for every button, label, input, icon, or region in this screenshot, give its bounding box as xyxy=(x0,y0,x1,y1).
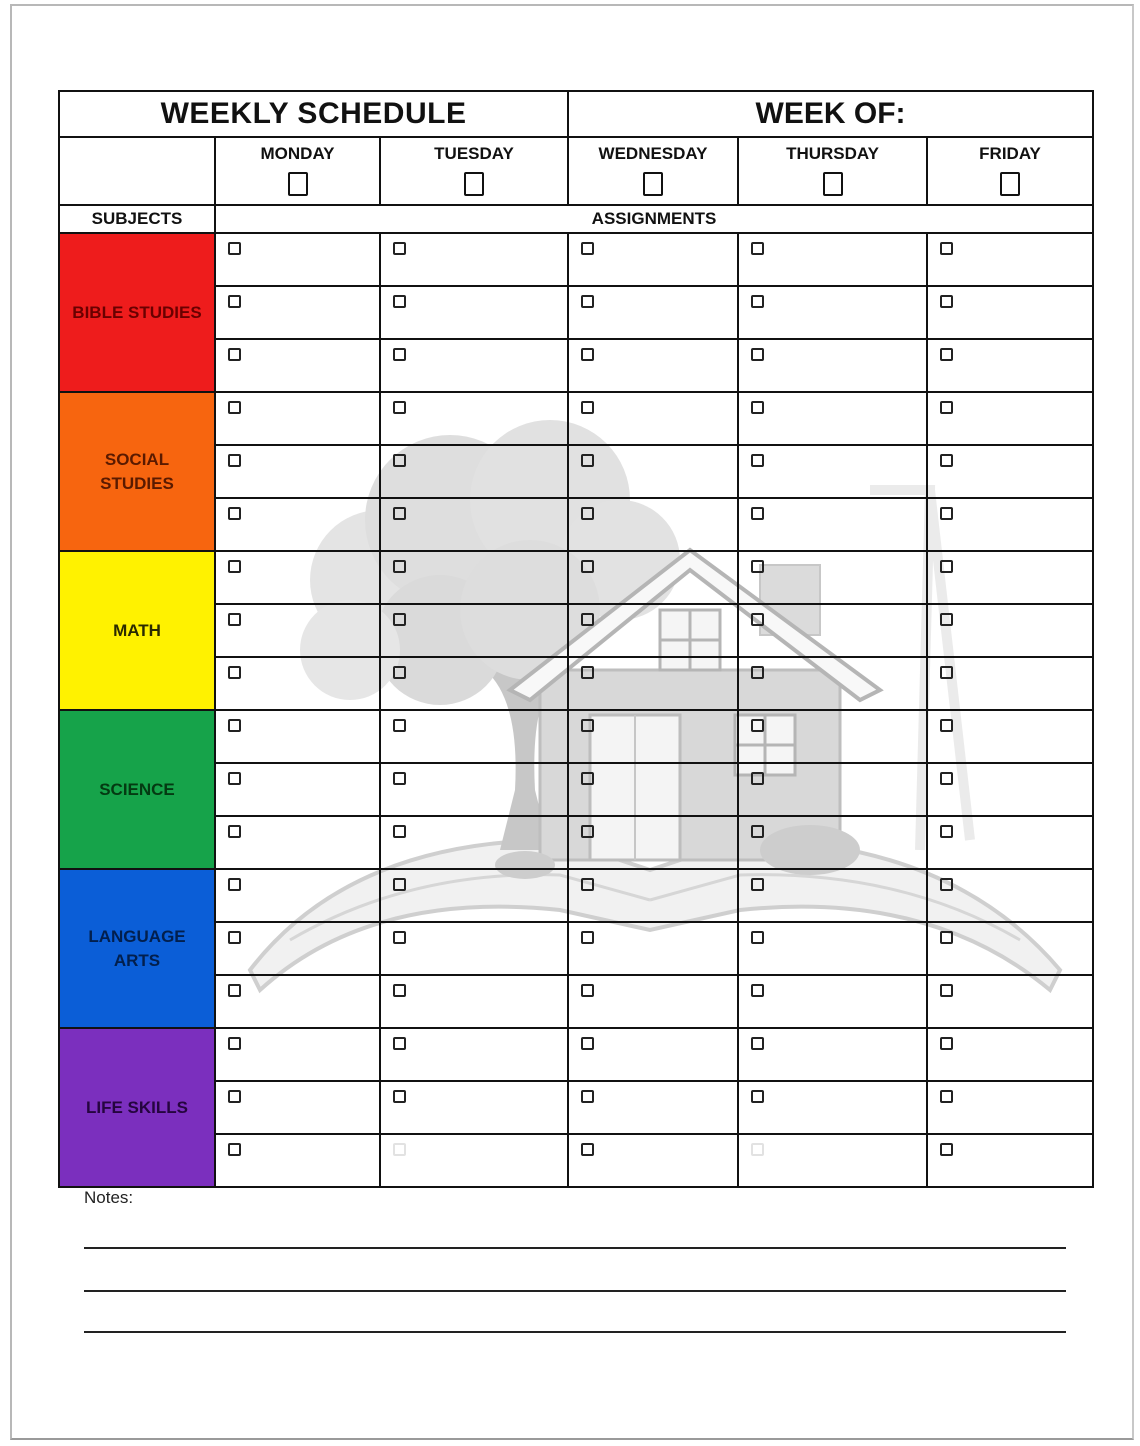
assignment-checkbox[interactable] xyxy=(393,931,406,944)
assignment-checkbox[interactable] xyxy=(228,772,241,785)
assignment-checkbox[interactable] xyxy=(581,454,594,467)
assignment-cell[interactable] xyxy=(738,1028,927,1081)
assignment-checkbox[interactable] xyxy=(581,507,594,520)
assignment-cell[interactable] xyxy=(380,975,568,1028)
assignment-cell[interactable] xyxy=(380,657,568,710)
assignment-checkbox[interactable] xyxy=(751,666,764,679)
assignment-checkbox[interactable] xyxy=(751,348,764,361)
subject-label: SOCIAL STUDIES xyxy=(59,392,215,551)
assignment-checkbox[interactable] xyxy=(581,931,594,944)
assignment-cell[interactable] xyxy=(568,763,738,816)
day-header-friday xyxy=(927,137,1093,205)
assignment-cell[interactable] xyxy=(215,604,380,657)
assignment-checkbox[interactable] xyxy=(940,454,953,467)
day-name: TUESDAY xyxy=(434,144,514,163)
note-line[interactable] xyxy=(84,1290,1066,1292)
table-row xyxy=(59,445,1093,498)
assignment-checkbox[interactable] xyxy=(581,295,594,308)
assignment-cell[interactable] xyxy=(927,445,1093,498)
day-complete-checkbox[interactable] xyxy=(1000,172,1020,196)
subjects-label: SUBJECTS xyxy=(59,205,215,233)
assignment-checkbox[interactable] xyxy=(940,295,953,308)
assignment-cell[interactable] xyxy=(738,339,927,392)
assignment-cell[interactable] xyxy=(927,869,1093,922)
assignment-cell[interactable] xyxy=(738,816,927,869)
assignment-cell[interactable] xyxy=(215,710,380,763)
assignment-cell[interactable] xyxy=(568,975,738,1028)
assignment-cell[interactable] xyxy=(215,816,380,869)
assignment-cell[interactable] xyxy=(380,816,568,869)
assignment-cell[interactable] xyxy=(927,233,1093,286)
assignment-checkbox[interactable] xyxy=(940,1143,953,1156)
assignment-checkbox[interactable] xyxy=(581,878,594,891)
assignment-checkbox[interactable] xyxy=(581,613,594,626)
assignment-cell[interactable] xyxy=(738,1134,927,1187)
assignment-cell[interactable] xyxy=(568,551,738,604)
table-row xyxy=(59,922,1093,975)
assignment-checkbox[interactable] xyxy=(751,931,764,944)
table-row xyxy=(59,1081,1093,1134)
assignment-cell[interactable] xyxy=(927,1134,1093,1187)
assignment-checkbox[interactable] xyxy=(228,878,241,891)
assignment-checkbox[interactable] xyxy=(228,666,241,679)
assignment-cell[interactable] xyxy=(215,498,380,551)
subject-label: LIFE SKILLS xyxy=(59,1028,215,1187)
assignment-checkbox[interactable] xyxy=(581,1090,594,1103)
assignment-cell[interactable] xyxy=(380,392,568,445)
assignment-cell[interactable] xyxy=(568,1081,738,1134)
assignment-cell[interactable] xyxy=(568,869,738,922)
assignment-checkbox[interactable] xyxy=(228,613,241,626)
table-row xyxy=(59,498,1093,551)
assignment-cell[interactable] xyxy=(380,286,568,339)
assignment-checkbox[interactable] xyxy=(228,719,241,732)
subject-label: BIBLE STUDIES xyxy=(59,233,215,392)
assignment-checkbox[interactable] xyxy=(940,1037,953,1050)
assignment-cell[interactable] xyxy=(568,339,738,392)
table-row xyxy=(59,551,1093,604)
assignment-checkbox[interactable] xyxy=(581,825,594,838)
assignment-cell[interactable] xyxy=(215,551,380,604)
assignment-cell[interactable] xyxy=(215,657,380,710)
assignment-checkbox[interactable] xyxy=(393,242,406,255)
assignment-cell[interactable] xyxy=(927,1081,1093,1134)
assignment-cell[interactable] xyxy=(380,551,568,604)
day-name: FRIDAY xyxy=(979,144,1041,163)
assignment-checkbox[interactable] xyxy=(393,348,406,361)
assignment-checkbox[interactable] xyxy=(751,507,764,520)
assignment-cell[interactable] xyxy=(568,604,738,657)
assignment-cell[interactable] xyxy=(738,763,927,816)
table-row xyxy=(59,286,1093,339)
assignment-cell[interactable] xyxy=(738,922,927,975)
day-name: THURSDAY xyxy=(786,144,879,163)
assignment-checkbox[interactable] xyxy=(940,1090,953,1103)
assignment-checkbox[interactable] xyxy=(228,931,241,944)
assignment-cell[interactable] xyxy=(380,1028,568,1081)
assignment-cell[interactable] xyxy=(568,233,738,286)
assignment-cell[interactable] xyxy=(568,498,738,551)
assignment-checkbox[interactable] xyxy=(228,242,241,255)
assignment-checkbox[interactable] xyxy=(581,242,594,255)
assignment-checkbox[interactable] xyxy=(393,613,406,626)
assignment-checkbox[interactable] xyxy=(751,1090,764,1103)
assignment-cell[interactable] xyxy=(215,445,380,498)
day-header-tuesday xyxy=(380,137,568,205)
assignment-checkbox[interactable] xyxy=(393,878,406,891)
assignment-checkbox[interactable] xyxy=(393,984,406,997)
assignment-checkbox[interactable] xyxy=(751,454,764,467)
assignment-checkbox[interactable] xyxy=(940,401,953,414)
assignment-checkbox[interactable] xyxy=(581,772,594,785)
day-header-thursday xyxy=(738,137,927,205)
day-complete-checkbox[interactable] xyxy=(823,172,843,196)
notes-label: Notes: xyxy=(84,1188,134,1207)
assignment-checkbox[interactable] xyxy=(940,666,953,679)
assignment-cell[interactable] xyxy=(738,604,927,657)
assignment-checkbox[interactable] xyxy=(228,348,241,361)
assignment-checkbox[interactable] xyxy=(393,295,406,308)
assignment-cell[interactable] xyxy=(738,551,927,604)
assignment-cell[interactable] xyxy=(927,286,1093,339)
assignment-cell[interactable] xyxy=(738,286,927,339)
assignment-cell[interactable] xyxy=(738,233,927,286)
assignment-checkbox[interactable] xyxy=(393,560,406,573)
assignment-checkbox[interactable] xyxy=(940,348,953,361)
assignment-cell[interactable] xyxy=(927,657,1093,710)
assignment-checkbox[interactable] xyxy=(751,1037,764,1050)
assignment-checkbox[interactable] xyxy=(751,719,764,732)
assignment-checkbox[interactable] xyxy=(751,295,764,308)
assignment-cell[interactable] xyxy=(738,869,927,922)
assignment-cell[interactable] xyxy=(568,1134,738,1187)
assignment-cell[interactable] xyxy=(738,975,927,1028)
assignment-checkbox[interactable] xyxy=(581,719,594,732)
assignment-checkbox[interactable] xyxy=(393,772,406,785)
assignment-checkbox[interactable] xyxy=(228,984,241,997)
schedule-title: WEEKLY SCHEDULE xyxy=(59,91,568,137)
assignment-cell[interactable] xyxy=(215,763,380,816)
assignment-checkbox[interactable] xyxy=(940,613,953,626)
assignment-cell[interactable] xyxy=(568,286,738,339)
table-row xyxy=(59,869,1093,922)
assignments-label: ASSIGNMENTS xyxy=(215,205,1093,233)
assignment-cell[interactable] xyxy=(380,1081,568,1134)
assignment-cell[interactable] xyxy=(215,1081,380,1134)
table-row xyxy=(59,604,1093,657)
assignment-cell[interactable] xyxy=(738,657,927,710)
assignment-cell[interactable] xyxy=(568,392,738,445)
assignment-cell[interactable] xyxy=(568,657,738,710)
assignment-checkbox[interactable] xyxy=(940,507,953,520)
assignment-checkbox[interactable] xyxy=(751,984,764,997)
day-complete-checkbox[interactable] xyxy=(288,172,308,196)
table-row xyxy=(59,816,1093,869)
assignment-cell[interactable] xyxy=(568,922,738,975)
weekly-schedule-table xyxy=(58,90,1094,1188)
assignment-checkbox[interactable] xyxy=(751,242,764,255)
assignment-checkbox[interactable] xyxy=(228,1143,241,1156)
assignment-cell[interactable] xyxy=(380,710,568,763)
assignment-checkbox[interactable] xyxy=(751,1143,764,1156)
assignment-cell[interactable] xyxy=(927,816,1093,869)
assignment-cell[interactable] xyxy=(568,1028,738,1081)
assignment-cell[interactable] xyxy=(380,1134,568,1187)
assignment-cell[interactable] xyxy=(380,445,568,498)
assignment-checkbox[interactable] xyxy=(393,1037,406,1050)
table-row xyxy=(59,657,1093,710)
assignment-cell[interactable] xyxy=(927,710,1093,763)
day-complete-checkbox[interactable] xyxy=(464,172,484,196)
assignment-checkbox[interactable] xyxy=(581,1037,594,1050)
assignment-checkbox[interactable] xyxy=(393,1143,406,1156)
assignment-checkbox[interactable] xyxy=(581,560,594,573)
assignment-checkbox[interactable] xyxy=(581,666,594,679)
assignment-checkbox[interactable] xyxy=(228,454,241,467)
assignment-cell[interactable] xyxy=(380,339,568,392)
assignment-cell[interactable] xyxy=(380,869,568,922)
assignment-cell[interactable] xyxy=(568,816,738,869)
assignment-checkbox[interactable] xyxy=(228,507,241,520)
assignment-checkbox[interactable] xyxy=(751,560,764,573)
assignment-checkbox[interactable] xyxy=(940,825,953,838)
assignment-cell[interactable] xyxy=(215,233,380,286)
assignment-cell[interactable] xyxy=(927,604,1093,657)
assignment-cell[interactable] xyxy=(927,551,1093,604)
assignment-checkbox[interactable] xyxy=(228,295,241,308)
day-name: MONDAY xyxy=(260,144,335,163)
day-header-wednesday xyxy=(568,137,738,205)
assignment-cell[interactable] xyxy=(215,1028,380,1081)
assignment-cell[interactable] xyxy=(215,392,380,445)
assignment-cell[interactable] xyxy=(738,445,927,498)
assignment-checkbox[interactable] xyxy=(393,1090,406,1103)
assignment-cell[interactable] xyxy=(927,498,1093,551)
assignment-checkbox[interactable] xyxy=(751,401,764,414)
table-row xyxy=(59,763,1093,816)
subject-label: LANGUAGE ARTS xyxy=(59,869,215,1028)
note-line[interactable] xyxy=(84,1247,1066,1249)
table-row xyxy=(59,710,1093,763)
assignment-checkbox[interactable] xyxy=(940,984,953,997)
assignment-cell[interactable] xyxy=(927,392,1093,445)
assignment-cell[interactable] xyxy=(738,710,927,763)
assignment-cell[interactable] xyxy=(215,869,380,922)
table-row xyxy=(59,1134,1093,1187)
assignment-cell[interactable] xyxy=(215,975,380,1028)
assignment-cell[interactable] xyxy=(215,286,380,339)
day-complete-checkbox[interactable] xyxy=(643,172,663,196)
assignment-checkbox[interactable] xyxy=(393,454,406,467)
assignment-checkbox[interactable] xyxy=(940,772,953,785)
corner-blank-cell xyxy=(59,137,215,205)
assignment-checkbox[interactable] xyxy=(751,878,764,891)
assignment-cell[interactable] xyxy=(927,1028,1093,1081)
assignment-cell[interactable] xyxy=(215,1134,380,1187)
assignment-checkbox[interactable] xyxy=(393,825,406,838)
assignment-checkbox[interactable] xyxy=(581,1143,594,1156)
assignment-checkbox[interactable] xyxy=(940,242,953,255)
assignment-cell[interactable] xyxy=(568,710,738,763)
assignment-checkbox[interactable] xyxy=(228,1090,241,1103)
assignment-cell[interactable] xyxy=(568,445,738,498)
assignment-checkbox[interactable] xyxy=(393,719,406,732)
assignment-checkbox[interactable] xyxy=(940,878,953,891)
assignment-checkbox[interactable] xyxy=(751,825,764,838)
assignment-checkbox[interactable] xyxy=(228,560,241,573)
assignment-cell[interactable] xyxy=(380,233,568,286)
assignment-cell[interactable] xyxy=(215,922,380,975)
assignment-checkbox[interactable] xyxy=(581,984,594,997)
assignment-checkbox[interactable] xyxy=(751,772,764,785)
assignment-checkbox[interactable] xyxy=(581,348,594,361)
assignment-cell[interactable] xyxy=(738,1081,927,1134)
assignment-checkbox[interactable] xyxy=(228,401,241,414)
assignment-cell[interactable] xyxy=(927,975,1093,1028)
assignment-checkbox[interactable] xyxy=(940,560,953,573)
assignment-cell[interactable] xyxy=(215,339,380,392)
note-line[interactable] xyxy=(84,1331,1066,1333)
assignment-checkbox[interactable] xyxy=(940,719,953,732)
assignment-checkbox[interactable] xyxy=(940,931,953,944)
assignment-cell[interactable] xyxy=(738,498,927,551)
assignment-checkbox[interactable] xyxy=(228,1037,241,1050)
table-row xyxy=(59,339,1093,392)
assignment-cell[interactable] xyxy=(380,922,568,975)
table-row xyxy=(59,233,1093,286)
subject-label: SCIENCE xyxy=(59,710,215,869)
assignment-cell[interactable] xyxy=(380,763,568,816)
subject-label: MATH xyxy=(59,551,215,710)
assignment-checkbox[interactable] xyxy=(228,825,241,838)
assignment-cell[interactable] xyxy=(380,498,568,551)
table-row xyxy=(59,1028,1093,1081)
assignment-checkbox[interactable] xyxy=(393,401,406,414)
table-row xyxy=(59,392,1093,445)
assignment-cell[interactable] xyxy=(927,763,1093,816)
assignment-checkbox[interactable] xyxy=(751,613,764,626)
assignment-cell[interactable] xyxy=(927,339,1093,392)
assignment-checkbox[interactable] xyxy=(393,507,406,520)
day-name: WEDNESDAY xyxy=(598,144,708,163)
assignment-cell[interactable] xyxy=(738,392,927,445)
day-header-monday xyxy=(215,137,380,205)
table-row xyxy=(59,975,1093,1028)
assignment-cell[interactable] xyxy=(380,604,568,657)
assignment-checkbox[interactable] xyxy=(393,666,406,679)
week-of-label: WEEK OF: xyxy=(568,91,1093,137)
assignment-checkbox[interactable] xyxy=(581,401,594,414)
assignment-cell[interactable] xyxy=(927,922,1093,975)
